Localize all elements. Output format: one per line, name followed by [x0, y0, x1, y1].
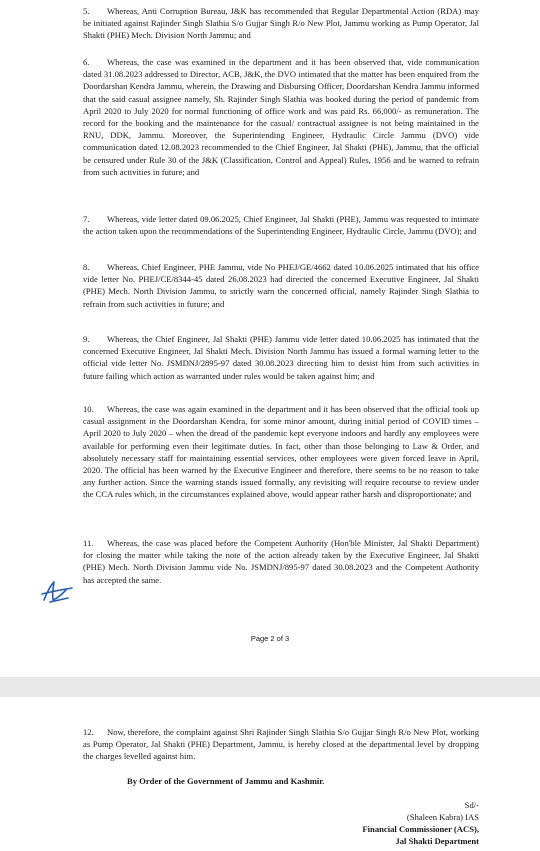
- paragraph-7: [83, 213, 479, 237]
- paragraph-number: 7.: [83, 214, 90, 224]
- paragraph-number: 11.: [83, 538, 94, 548]
- paragraph-text: Whereas, the case was again examined in the department and it has been observed that the official took up casual assignment in the Doordarshan Kendra, for some minor amount, during initial period of COVID times – April 2020 to July 2020 – when the dread of the pandemic kept everyone indoors and hardly any employees were available for performing even their legitimate duties. In fact, other than those belonging to Law & Order, and absolutely necessary staff for maintaining essential services, other employees were given forced leave in April, 2020. The official has been warned by the Executive Engineer and therefore, there seems to be no reason to take any further action. Since the warning stands issued formally, any revisiting will require recourse to review under the CCA rules which, in the circumstances explained above, would appear rather harsh and disproportionate; and: [83, 404, 479, 500]
- paragraph-6: [83, 56, 479, 178]
- paragraph-text: Whereas, the Chief Engineer, Jal Shakti (PHE) Jammu vide letter dated 10.06.2025 has intimated that the concerned Executive Engineer, Jal Shakti Mech. Division North Jammu has issued a formal warning letter to the official vide letter No. JSMDNJ/2895-97 dated 30.08.2023 directing him to desist him from such activities in future failing which action as warranted under rules would be taken against him; and: [83, 334, 479, 381]
- paragraph-text: Now, therefore, the complaint against Shri Rajinder Singh Slathia S/o Gujjar Singh R/o New Plot, working as Pump Operator, Jal Shakti (PHE) Department, Jammu, is hereby closed at the departmental level by dropping the charges levelled against him.: [83, 727, 479, 762]
- paragraph-text: Whereas, vide letter dated 09.06.2025, Chief Engineer, Jal Shakti (PHE), Jammu was requested to intimate the action taken upon the recommendations of the Superintending Engineer, Hydraulic Circle, Jammu (DVO); and: [83, 214, 479, 237]
- handwritten-initials-icon: [38, 578, 76, 608]
- page-number: Page 2 of 3: [250, 634, 290, 643]
- paragraph-number: 9.: [83, 334, 90, 344]
- paragraph-10: [83, 403, 479, 501]
- signatory-title: Financial Commissioner (ACS),: [362, 824, 479, 834]
- paragraph-text: Whereas, the case was placed before the Competent Authority (Hon'ble Minister, Jal Shakti Department) for closing the matter while taking the note of the action already taken by the Executive Engineer, Jal Shakti (PHE) Mech. North Division Jammu vide No. JSMDNJ/895-97 dated 30.08.2023 and the Competent Authority has accepted the same.: [83, 538, 479, 585]
- paragraph-number: 12.: [83, 727, 94, 737]
- paragraph-number: 5.: [83, 6, 90, 16]
- signed-mark: Sd/-: [464, 800, 479, 810]
- signatory-name: (Shaleen Kabra) IAS: [406, 812, 479, 822]
- paragraph-number: 10.: [83, 404, 94, 414]
- page-separator: [0, 677, 540, 697]
- paragraph-5: [83, 5, 479, 42]
- paragraph-8: [83, 261, 479, 310]
- paragraph-number: 6.: [83, 57, 90, 67]
- paragraph-number: 8.: [83, 262, 90, 272]
- paragraph-text: Whereas, the case was examined in the department and it has been observed that, vide communication dated 31.08.2023 addressed to Director, ACB, J&K, the DVO intimated that the matter has been enquired from the Doordarshan Kendra Jammu, wherein, the Drawing and Disbursing Officer, Doordarshan Kendra Jammu informed that the said casual assignee namely, Sh. Rajinder Singh Slathia was booked during the period of pandemic from April 2020 to July 2020 for normal functioning of office work and was paid Rs. 66,000/- as remuneration. The record for the booking and the maintenance for the casual/ contractual assignee is not being maintained in the RNU, DDK, Jammu. Moreover, the Superintending Engineer, Hydraulic Circle Jammu (DVO) vide communication dated 12.08.2023 recommended to the Chief Engineer, Jal Shakti (PHE), Jammu, that the official be censured under Rule 30 of the J&K (Classification, Control and Appeal) Rules, 1956 and be warned to refrain from such activities in future; and: [83, 57, 479, 177]
- paragraph-9: [83, 333, 479, 382]
- paragraph-text: Whereas, Anti Corruption Bureau, J&K has recommended that Regular Departmental Action (RDA) may be initiated against Rajinder Singh Slathia S/o Gujjar Singh R/o New Plot, Jammu working as Pump Operator, Jal Shakti (PHE) Mech. Division North Jammu; and: [83, 6, 479, 41]
- paragraph-12: [83, 726, 479, 763]
- order-line: By Order of the Government of Jammu and Kashmir.: [127, 776, 325, 786]
- paragraph-text: Whereas, Chief Engineer, PHE Jammu, vide No PHEJ/GE/4662 dated 10.06.2025 intimated that his office vide letter No. PHEJ/CE/8344-45 dated 26.08.2023 had directed the concerned Executive Engineer, Jal Shakti (PHE) Mech. North Division Jammu, to strictly warn the concerned official, namely Rajinder Singh Slathia to refrain from such activities in future; and: [83, 262, 479, 309]
- signatory-department: Jal Shakti Department: [395, 836, 479, 846]
- paragraph-11: [83, 537, 479, 586]
